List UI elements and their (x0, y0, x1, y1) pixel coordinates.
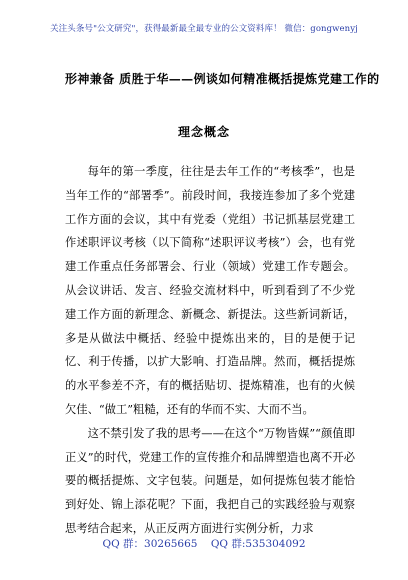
footer-contacts (0, 536, 408, 551)
promo-banner: 关注头条号"公文研究"，获得最新最全最专业的公文资料库！ 微信：gongwenyj (50, 24, 358, 34)
paragraph-2: 这不禁引发了我的思考——在这个“万物皆媒”“颜值即正义”的时代，党建工作的宣传推介和品牌塑造也离不开必要的概括提炼、文字包装。问题是，如何提炼包装才能恰到好处、锦上添花呢？下面，我把自己的实践经验与观察思考结合起来，从正反两方面进行实例分析，力求 (65, 426, 355, 535)
paragraph-1: 每年的第一季度，往往是去年工作的“考核季”，也是当年工作的“部署季”。前段时间，我接连参加了多个党建工作方面的会议，其中有党委（党组）书记抓基层党建工作述职评议考核（以下简称“述职评议考核”）会，也有党建工作重点任务部署会、行业（领域）党建工作专题会。从会议讲话、发言、经验交流材料中，听到看到了不少党建工作方面的新理念、新概念、新提法。这些新词新话，多是从做法中概括、经验中提炼出来的，目的是便于记忆、利于传播，以扩大影响、打造品牌。然而，概括提炼的水平参差不齐，有的概括贴切、提炼精准，也有的火候欠佳、“做工”粗糙，还有的华而不实、大而不当。 (65, 165, 355, 416)
footer-qq-group-1: QQ 群：30265665 (102, 538, 198, 550)
document-title-continued: 理念概念 (177, 125, 230, 139)
footer-qq-group-2: QQ 群:535304092 (210, 538, 306, 550)
document-body (65, 160, 355, 541)
document-title: 形神兼备 质胜于华——例谈如何精准概括提炼党建工作的 (65, 72, 380, 86)
